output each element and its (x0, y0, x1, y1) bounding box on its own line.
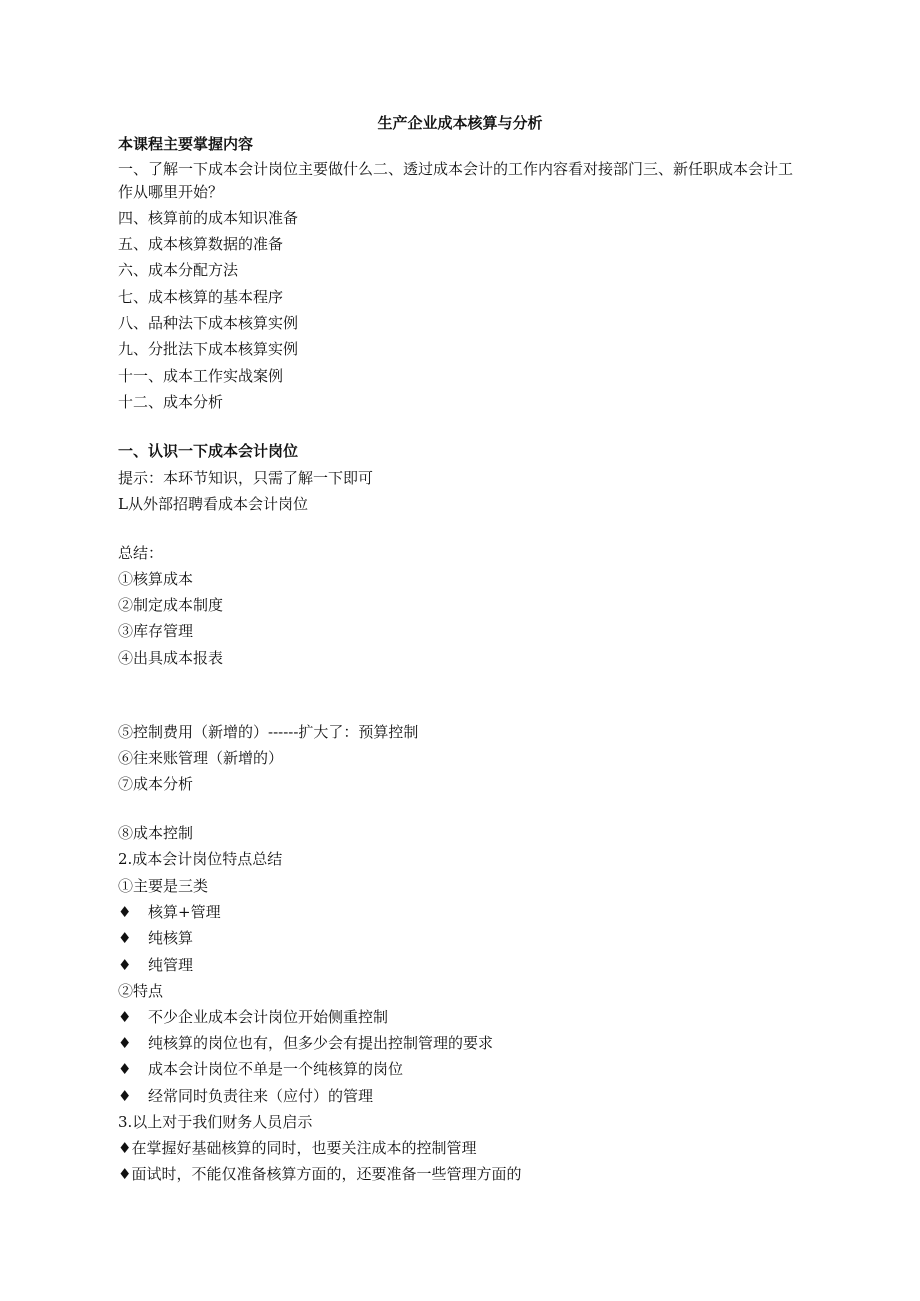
type-item (118, 902, 221, 922)
summary-item: ③库存管理 (118, 622, 194, 640)
diamond-bullet-icon: ♦ (118, 1139, 132, 1157)
diamond-bullet-icon: ♦ (118, 956, 132, 974)
toc-item: 六、成本分配方法 (118, 261, 239, 279)
toc-item: 九、分批法下成本核算实例 (118, 340, 299, 358)
toc-item: 八、品种法下成本核算实例 (118, 314, 299, 332)
type-text: 纯核算 (148, 929, 194, 947)
summary-item: ⑦成本分析 (118, 775, 194, 793)
feature-text: 成本会计岗位不单是一个纯核算的岗位 (148, 1060, 404, 1078)
type-item (118, 955, 193, 975)
insight-item (118, 1138, 476, 1158)
document-title: 生产企业成本核算与分析 (377, 114, 543, 132)
insight-heading: 3.以上对于我们财务人员启示 (118, 1113, 313, 1131)
diamond-bullet-icon: ♦ (118, 929, 132, 947)
features-label: ②特点 (118, 982, 164, 1000)
feature-item (118, 1033, 493, 1053)
feature-item (118, 1059, 403, 1079)
type-text: 核算+管理 (148, 903, 221, 921)
hint-text: 提示：本环节知识，只需了解一下即可 (118, 469, 374, 487)
diamond-bullet-icon: ♦ (118, 1008, 132, 1026)
toc-item: 四、核算前的成本知识准备 (118, 209, 299, 227)
feature-text: 纯核算的岗位也有，但多少会有提出控制管理的要求 (148, 1034, 494, 1052)
summary-label: 总结： (118, 544, 164, 562)
features-heading: 2.成本会计岗位特点总结 (118, 850, 283, 868)
diamond-bullet-icon: ♦ (118, 1165, 132, 1183)
feature-text: 经常同时负责往来（应付）的管理 (148, 1087, 374, 1105)
toc-item: 十二、成本分析 (118, 393, 224, 411)
diamond-bullet-icon: ♦ (118, 1060, 132, 1078)
feature-item (118, 1007, 388, 1027)
summary-item: ⑤控制费用（新增的）------扩大了：预算控制 (118, 723, 419, 741)
section1-heading: 一、认识一下成本会计岗位 (118, 442, 299, 460)
feature-item (118, 1086, 373, 1106)
toc-item: 五、成本核算数据的准备 (118, 235, 284, 253)
summary-item: ④出具成本报表 (118, 649, 224, 667)
toc-item: 十一、成本工作实战案例 (118, 367, 284, 385)
three-types-label: ①主要是三类 (118, 877, 209, 895)
type-item (118, 928, 193, 948)
toc-item: 七、成本核算的基本程序 (118, 288, 284, 306)
summary-item: ②制定成本制度 (118, 596, 224, 614)
diamond-bullet-icon: ♦ (118, 903, 132, 921)
toc-item: 作从哪里开始？ (118, 183, 224, 201)
insight-item (118, 1164, 521, 1184)
type-text: 纯管理 (148, 956, 194, 974)
diamond-bullet-icon: ♦ (118, 1087, 132, 1105)
summary-item: ①核算成本 (118, 570, 194, 588)
summary-item: ⑧成本控制 (118, 824, 194, 842)
diamond-bullet-icon: ♦ (118, 1034, 132, 1052)
toc-item: 一、了解一下成本会计岗位主要做什么二、透过成本会计的工作内容看对接部门三、新任职成本会计工 (118, 160, 794, 178)
insight-text: 面试时，不能仅准备核算方面的，还要准备一些管理方面的 (131, 1165, 522, 1183)
recruit-text: L从外部招聘看成本会计岗位 (118, 495, 308, 513)
feature-text: 不少企业成本会计岗位开始侧重控制 (148, 1008, 389, 1026)
summary-item: ⑥往来账管理（新增的） (118, 749, 284, 767)
insight-text: 在掌握好基础核算的同时，也要关注成本的控制管理 (131, 1139, 477, 1157)
course-heading: 本课程主要掌握内容 (118, 135, 254, 153)
